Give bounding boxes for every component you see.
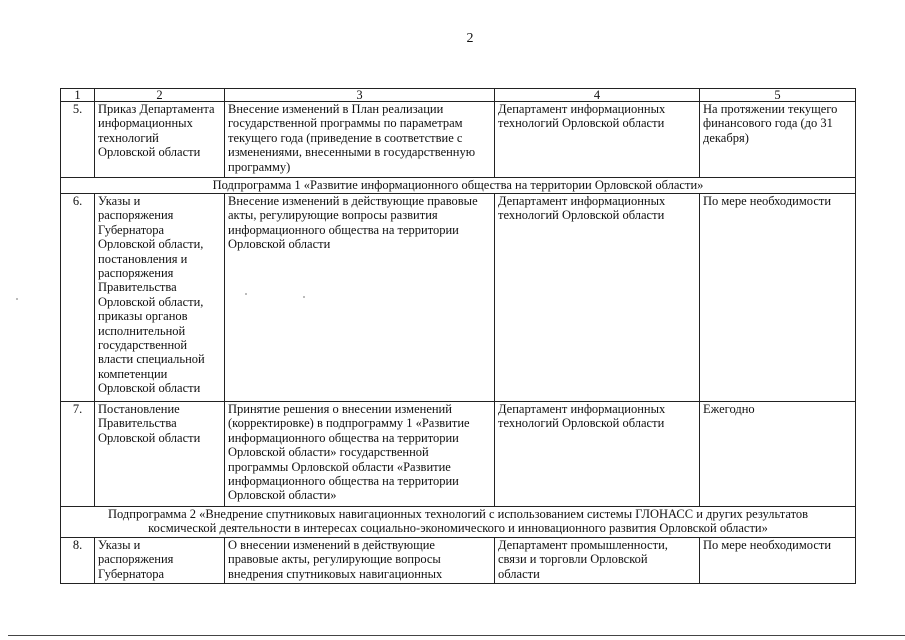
term-cell: Ежегодно bbox=[700, 402, 856, 507]
column-header: 1 bbox=[61, 89, 95, 102]
document-type-cell: Приказ Департамента информационных технологий Орловской области bbox=[95, 102, 225, 178]
content-cell: Принятие решения о внесении изменений (корректировке) в подпрограмму 1 «Развитие информационного общества на территории Орловской области» государственной программы Орловской области «Развитие информационного общества на территории Орловской области» bbox=[225, 402, 495, 507]
executor-cell: Департамент информационных технологий Орловской области bbox=[495, 194, 700, 402]
document-type-cell: Постановление Правительства Орловской области bbox=[95, 402, 225, 507]
column-header: 2 bbox=[95, 89, 225, 102]
executor-cell: Департамент информационных технологий Орловской области bbox=[495, 102, 700, 178]
page-number: 2 bbox=[466, 31, 474, 46]
table-row bbox=[61, 538, 856, 584]
page-bottom-edge bbox=[8, 635, 905, 636]
document-type-cell: Указы и распоряжения Губернатора Орловской области, постановления и распоряжения Правительства Орловской области, приказы органов исполнительной государственной власти специальной компетенции Орловской области bbox=[95, 194, 225, 402]
subprogram-title: Подпрограмма 2 «Внедрение спутниковых навигационных технологий с использованием системы ГЛОНАСС и других результатов космической деятельности в интересах социально-экономического и инновационного развития Орловской области» bbox=[61, 507, 856, 538]
measures-table bbox=[60, 88, 856, 584]
term-cell: На протяжении текущего финансового года (до 31 декабря) bbox=[700, 102, 856, 178]
scan-speck bbox=[245, 293, 247, 295]
table-row bbox=[61, 102, 856, 178]
content-cell: Внесение изменений в План реализации государственной программы по параметрам текущего года (приведение в соответствие с изменениями, внесенными в государственную программу) bbox=[225, 102, 495, 178]
row-number: 5. bbox=[61, 102, 95, 178]
column-header: 3 bbox=[225, 89, 495, 102]
row-number: 6. bbox=[61, 194, 95, 402]
content-cell: О внесении изменений в действующие правовые акты, регулирующие вопросы внедрения спутниковых навигационных bbox=[225, 538, 495, 584]
term-cell: По мере необходимости bbox=[700, 538, 856, 584]
scan-speck bbox=[16, 298, 18, 300]
term-cell: По мере необходимости bbox=[700, 194, 856, 402]
row-number: 7. bbox=[61, 402, 95, 507]
subprogram-title: Подпрограмма 1 «Развитие информационного общества на территории Орловской области» bbox=[61, 178, 856, 194]
table-header-row bbox=[61, 89, 856, 102]
table-row bbox=[61, 194, 856, 402]
column-header: 5 bbox=[700, 89, 856, 102]
subprogram-row bbox=[61, 507, 856, 538]
content-cell: Внесение изменений в действующие правовые акты, регулирующие вопросы развития информационного общества на территории Орловской области bbox=[225, 194, 495, 402]
scan-speck bbox=[303, 296, 305, 298]
executor-cell: Департамент информационных технологий Орловской области bbox=[495, 402, 700, 507]
row-number: 8. bbox=[61, 538, 95, 584]
document-type-cell: Указы и распоряжения Губернатора bbox=[95, 538, 225, 584]
executor-cell: Департамент промышленности, связи и торговли Орловской области bbox=[495, 538, 700, 584]
subprogram-row bbox=[61, 178, 856, 194]
column-header: 4 bbox=[495, 89, 700, 102]
table-row bbox=[61, 402, 856, 507]
